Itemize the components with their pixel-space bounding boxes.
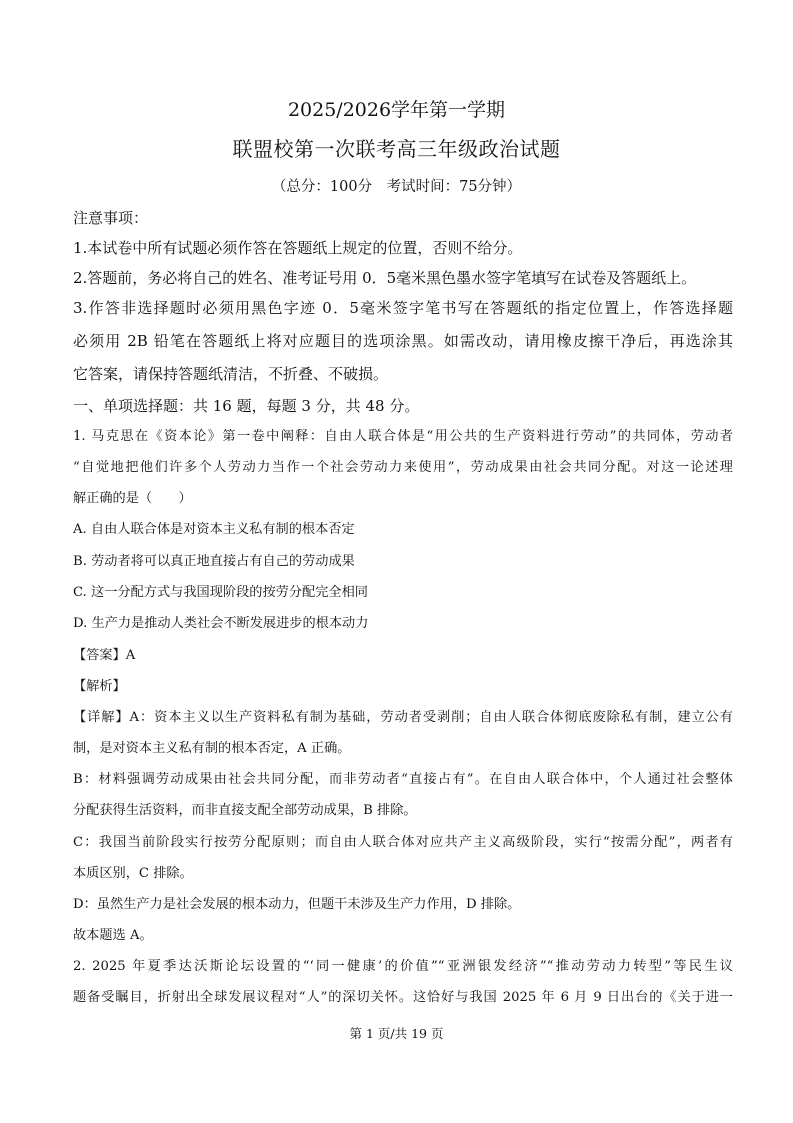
notice-heading: 注意事项： (73, 209, 149, 227)
school-year-title: 2025/2026学年第一学期 (287, 99, 506, 121)
exam-meta: （总分：100分 考试时间：75分钟） (271, 179, 522, 195)
q1-conclusion: 故本题选 A。 (73, 928, 153, 943)
notice-item-1: 1.本试卷中所有试题必须作答在答题纸上规定的位置，否则不给分。 (73, 239, 523, 257)
notice-item-3-line-1: 3.作答非选择题时必须用黑色字迹 0．5毫米签字笔书写在答题纸的指定位置上，作答选择题 (73, 299, 733, 317)
q1-option-c-analysis-line-1: C：我国当前阶段实行按劳分配原则；而自由人联合体对应共产主义高级阶段，实行“按需分配”，两者有 (73, 835, 733, 850)
q1-option-b-analysis-line-1: B：材料强调劳动成果由社会共同分配，而非劳动者“直接占有”。在自由人联合体中，个人通过社会整体 (73, 772, 733, 787)
q1-option-a: A. 自由人联合体是对资本主义私有制的根本否定 (73, 522, 355, 537)
notice-item-3-line-2: 必须用 2B 铅笔在答题纸上将对应题目的选项涂黑。如需改动，请用橡皮擦干净后，再选涂其 (73, 332, 733, 350)
q2-stem-line-2: 题备受瞩目，折射出全球发展议程对“人”的深切关怀。这恰好与我国 2025 年 6 月 9 日出台的《关于进一 (73, 990, 733, 1005)
q1-option-d: D. 生产力是推动人类社会不断发展进步的根本动力 (73, 616, 369, 631)
q1-option-b: B. 劳动者将可以真正地直接占有自己的劳动成果 (73, 554, 355, 569)
q1-stem-line-3: 解正确的是（ ） (73, 491, 192, 506)
q1-detail-line-1: 【详解】A：资本主义以生产资料私有制为基础，劳动者受剥削；自由人联合体彻底废除私有制，建立公有 (73, 710, 733, 725)
q1-option-b-analysis-line-2: 分配获得生活资料，而非直接支配全部劳动成果，B 排除。 (73, 803, 417, 818)
q1-detail-line-2: 制，是对资本主义私有制的根本否定，A 正确。 (73, 741, 351, 756)
section-heading: 一、单项选择题：共 16 题，每题 3 分，共 48 分。 (73, 397, 420, 415)
q1-option-c: C. 这一分配方式与我国现阶段的按劳分配完全相同 (73, 585, 368, 600)
q1-option-c-analysis-line-2: 本质区别，C 排除。 (73, 866, 193, 881)
q1-option-d-analysis: D：虽然生产力是社会发展的根本动力，但题干未涉及生产力作用，D 排除。 (73, 897, 521, 912)
q1-stem-line-1: 1. 马克思在《资本论》第一卷中阐释：自由人联合体是“用公共的生产资料进行劳动”的共同体，劳动者 (73, 429, 733, 444)
q1-analysis-label: 【解析】 (73, 679, 126, 694)
notice-item-2: 2.答题前，务必将自己的姓名、准考证号用 0．5毫米黑色墨水签字笔填写在试卷及答题纸上。 (73, 269, 697, 287)
q2-stem-line-1: 2. 2025 年夏季达沃斯论坛设置的“‘同一健康’的价值”“亚洲银发经济”“推动劳动力转型”等民生议 (73, 959, 733, 974)
notice-item-3-line-3: 它答案，请保持答题纸清洁，不折叠、不破损。 (73, 365, 389, 383)
page-footer: 第 1 页/共 19 页 (349, 1026, 444, 1041)
q1-stem-line-2: “自觉地把他们许多个人劳动力当作一个社会劳动力来使用”，劳动成果由社会共同分配。对这一论述理 (73, 460, 733, 475)
exam-title: 联盟校第一次联考高三年级政治试题 (232, 137, 561, 161)
q1-answer: 【答案】A (73, 648, 136, 663)
